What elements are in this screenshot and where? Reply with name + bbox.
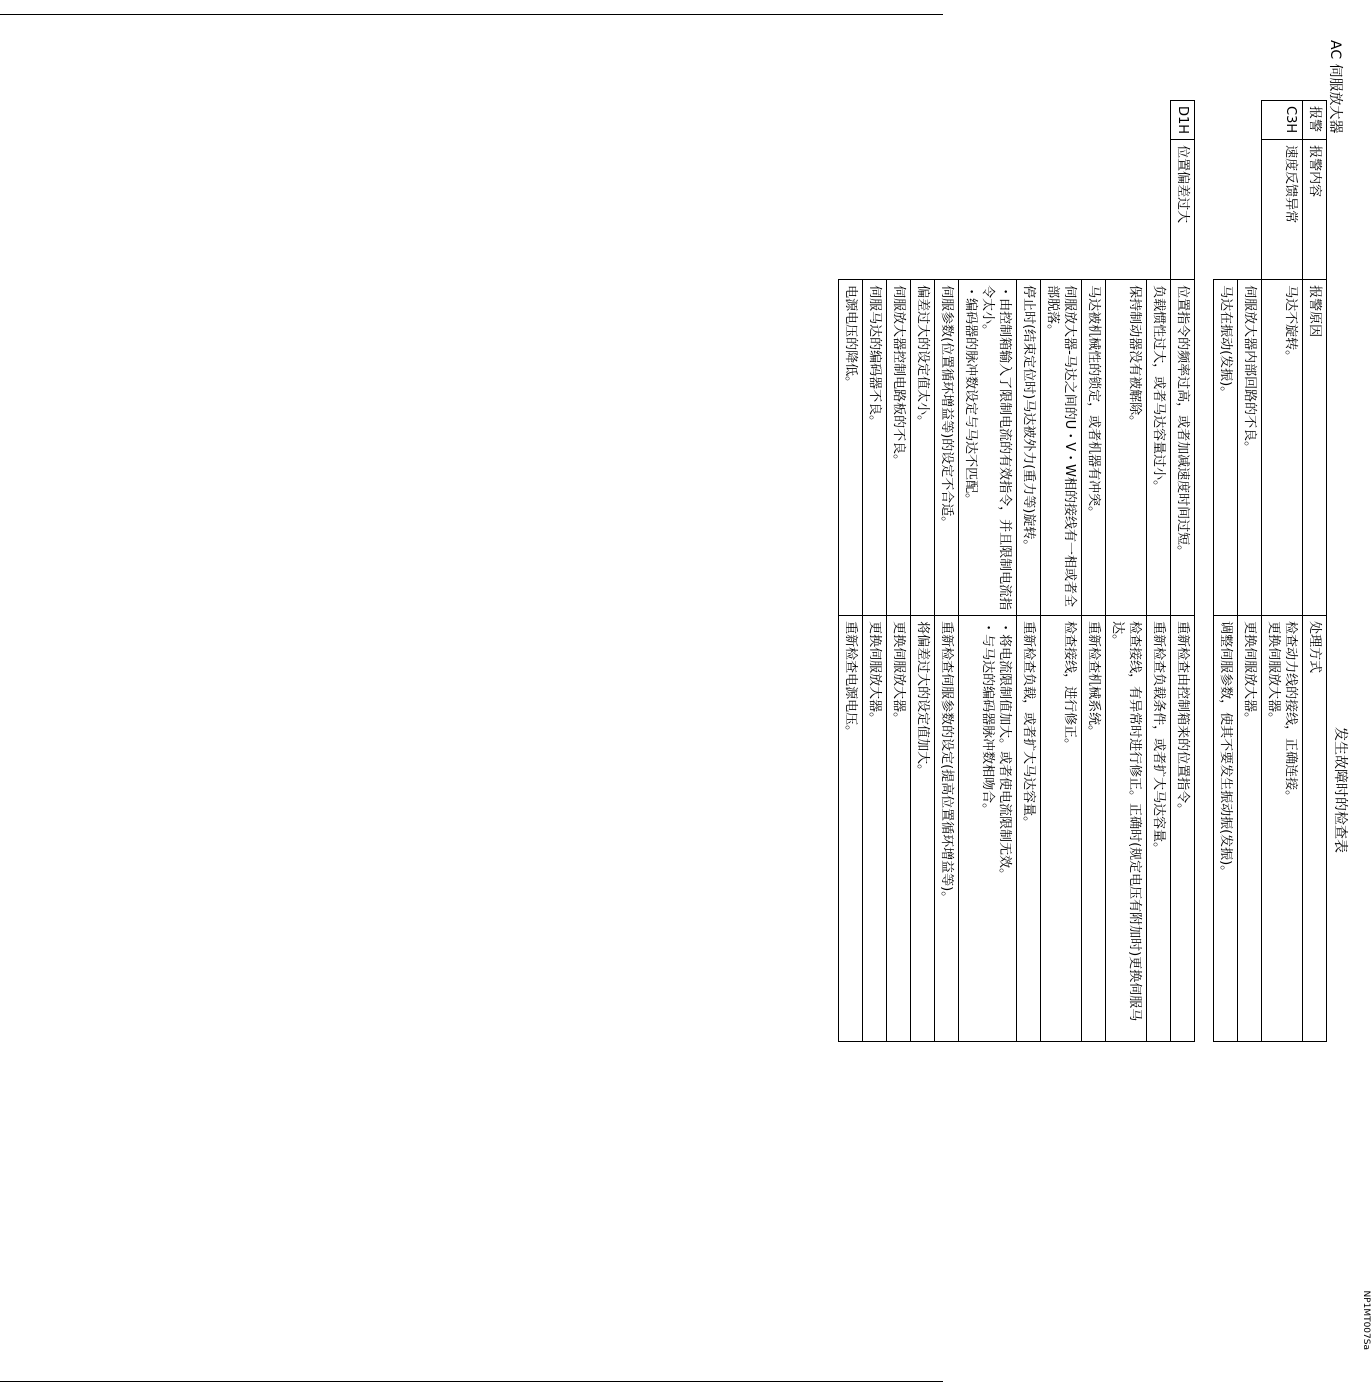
action-line: 将偏差过大的设定值加大。 <box>915 621 930 778</box>
alarm-cause <box>1106 280 1147 616</box>
empty-cell <box>863 140 887 280</box>
table-row <box>1082 101 1106 1042</box>
table-header-row <box>1303 101 1327 1042</box>
fault-checklist-table <box>838 100 1327 1042</box>
table-row <box>1238 101 1262 1042</box>
corrective-action <box>887 616 911 1042</box>
empty-cell <box>839 140 863 280</box>
action-line: 重新检查负载，或者扩大马达容量。 <box>1021 621 1036 830</box>
corrective-action <box>839 616 863 1042</box>
alarm-cause <box>1262 280 1303 616</box>
empty-cell <box>1041 101 1082 140</box>
alarm-cause <box>1041 280 1082 616</box>
corrective-action <box>1017 616 1041 1042</box>
empty-cell <box>1082 101 1106 140</box>
empty-cell <box>1106 140 1147 280</box>
cause-line: 马达不旋转。 <box>1283 285 1298 364</box>
action-line: 重新检查机械系统。 <box>1086 621 1101 739</box>
top-rule <box>0 14 943 15</box>
cause-line: ・由控制箱输入了限制电流的有效指令，并且限制电流指令太小。 <box>980 285 1012 611</box>
corrective-action <box>1106 616 1147 1042</box>
cause-line: 负载惯性过大，或者马达容量过小。 <box>1151 285 1166 494</box>
action-line: 重新检查电源电压。 <box>843 621 858 739</box>
alarm-cause <box>1214 280 1238 616</box>
alarm-cause <box>863 280 887 616</box>
corrective-action <box>1171 616 1195 1042</box>
empty-cell <box>911 140 935 280</box>
column-header-cause: 报警原因 <box>1303 280 1327 616</box>
table-row <box>935 101 959 1042</box>
empty-cell <box>959 101 1017 140</box>
action-line: 检查动力线的接线，正确连接。 <box>1283 621 1298 804</box>
bottom-rule <box>0 1381 943 1382</box>
cause-line: 伺服马达的编码器不良。 <box>867 285 882 429</box>
empty-cell <box>1238 140 1262 280</box>
empty-cell <box>1147 140 1171 280</box>
alarm-cause <box>935 280 959 616</box>
table-row <box>887 101 911 1042</box>
empty-cell <box>1238 101 1262 140</box>
action-line: 更换伺服放大器。 <box>867 621 882 726</box>
cause-line: 停止时(结束定位时)马达被外力(重力等)旋转。 <box>1021 285 1036 553</box>
cause-line: 伺服放大器控制电路板的不良。 <box>891 285 906 468</box>
corrective-action <box>1041 616 1082 1042</box>
empty-cell <box>1147 101 1171 140</box>
action-line: ・与马达的编码器脉冲数相吻合。 <box>980 621 995 817</box>
empty-cell <box>863 101 887 140</box>
column-header-alarm: 报警 <box>1303 101 1327 140</box>
alarm-content: 速度反馈异常 <box>1262 140 1303 280</box>
cause-line: 位置指令的频率过高，或者加减速度时间过短。 <box>1175 285 1190 559</box>
alarm-cause <box>1082 280 1106 616</box>
alarm-code: C3H <box>1262 101 1303 140</box>
cause-line: 伺服放大器-马达之间的U・V・W相的接线有一相或者全部脱落。 <box>1045 285 1077 608</box>
alarm-cause <box>1017 280 1041 616</box>
empty-cell <box>1017 140 1041 280</box>
cause-line: 偏差过大的设定值太小。 <box>915 285 930 429</box>
table-row <box>839 101 863 1042</box>
cause-line: 马达被机械性的锁定，或者机器有冲突。 <box>1086 285 1101 520</box>
corrective-action <box>863 616 887 1042</box>
empty-cell <box>911 101 935 140</box>
action-line: 更换伺服放大器。 <box>1266 621 1281 726</box>
table-row <box>1017 101 1041 1042</box>
column-header-action: 处理方式 <box>1303 616 1327 1042</box>
action-line: 检查接线，有异常时进行修正。正确时(规定电压有附加时)更换伺服马达。 <box>1110 621 1142 1022</box>
table-row <box>1262 101 1303 1042</box>
cause-line: 保持制动器没有被解除。 <box>1127 285 1142 429</box>
alarm-code: D1H <box>1171 101 1195 140</box>
alarm-cause <box>1171 280 1195 616</box>
page-header-title: AC 伺服放大器 <box>1327 40 1343 134</box>
action-line: 更换伺服放大器。 <box>891 621 906 726</box>
alarm-content: 位置偏差过大 <box>1171 140 1195 280</box>
corrective-action <box>911 616 935 1042</box>
action-line: 调整伺服参数，使其不要发生振动振(发振)。 <box>1218 621 1233 879</box>
empty-cell <box>1214 140 1238 280</box>
empty-cell <box>1041 140 1082 280</box>
empty-cell <box>839 101 863 140</box>
table-row <box>1106 101 1147 1042</box>
empty-cell <box>1082 140 1106 280</box>
empty-cell <box>1017 101 1041 140</box>
action-line: 重新检查伺服参数的设定(提高位置循环增益等)。 <box>939 621 954 905</box>
empty-cell <box>1106 101 1147 140</box>
cause-line: 伺服参数(位置循环增益等)的设定不合适。 <box>939 285 954 530</box>
alarm-cause <box>887 280 911 616</box>
table-title: 发生故障时的检查表 <box>1332 727 1348 853</box>
column-header-content: 报警内容 <box>1303 140 1327 280</box>
empty-cell <box>887 140 911 280</box>
empty-cell <box>959 140 1017 280</box>
corrective-action <box>959 616 1017 1042</box>
alarm-cause <box>1238 280 1262 616</box>
corrective-action <box>1214 616 1238 1042</box>
corrective-action <box>1238 616 1262 1042</box>
cause-line: 马达在振动(发振)。 <box>1218 285 1233 400</box>
table-row <box>959 101 1017 1042</box>
empty-cell <box>887 101 911 140</box>
action-line: 重新检查由控制箱来的位置指令。 <box>1175 621 1190 817</box>
empty-cell <box>935 140 959 280</box>
table-row <box>1147 101 1171 1042</box>
alarm-cause <box>911 280 935 616</box>
cause-line: 电源电压的降低。 <box>843 285 858 390</box>
action-line: 重新检查负载条件，或者扩大马达容量。 <box>1151 621 1166 856</box>
cause-line: 伺服放大器内部回路的不良。 <box>1242 285 1257 455</box>
corrective-action <box>1262 616 1303 1042</box>
group-spacer <box>1195 101 1214 1042</box>
empty-cell <box>935 101 959 140</box>
table-row <box>911 101 935 1042</box>
corrective-action <box>1147 616 1171 1042</box>
table-row <box>863 101 887 1042</box>
alarm-cause <box>1147 280 1171 616</box>
alarm-cause <box>839 280 863 616</box>
cause-line: ・编码器的脉冲数设定与马达不匹配。 <box>963 285 978 507</box>
corrective-action <box>1082 616 1106 1042</box>
action-line: ・将电流限制值加大。或者使电流限制无效。 <box>997 621 1012 882</box>
alarm-cause <box>959 280 1017 616</box>
rotated-page-content <box>691 40 1371 1350</box>
action-line: 更换伺服放大器。 <box>1242 621 1257 726</box>
corrective-action <box>935 616 959 1042</box>
empty-cell <box>1214 101 1238 140</box>
table-row <box>1214 101 1238 1042</box>
table-row <box>1041 101 1082 1042</box>
action-line: 检查接线，进行修正。 <box>1062 621 1077 752</box>
table-row <box>1171 101 1195 1042</box>
document-code: NP1MT007Sa <box>1361 1290 1371 1350</box>
